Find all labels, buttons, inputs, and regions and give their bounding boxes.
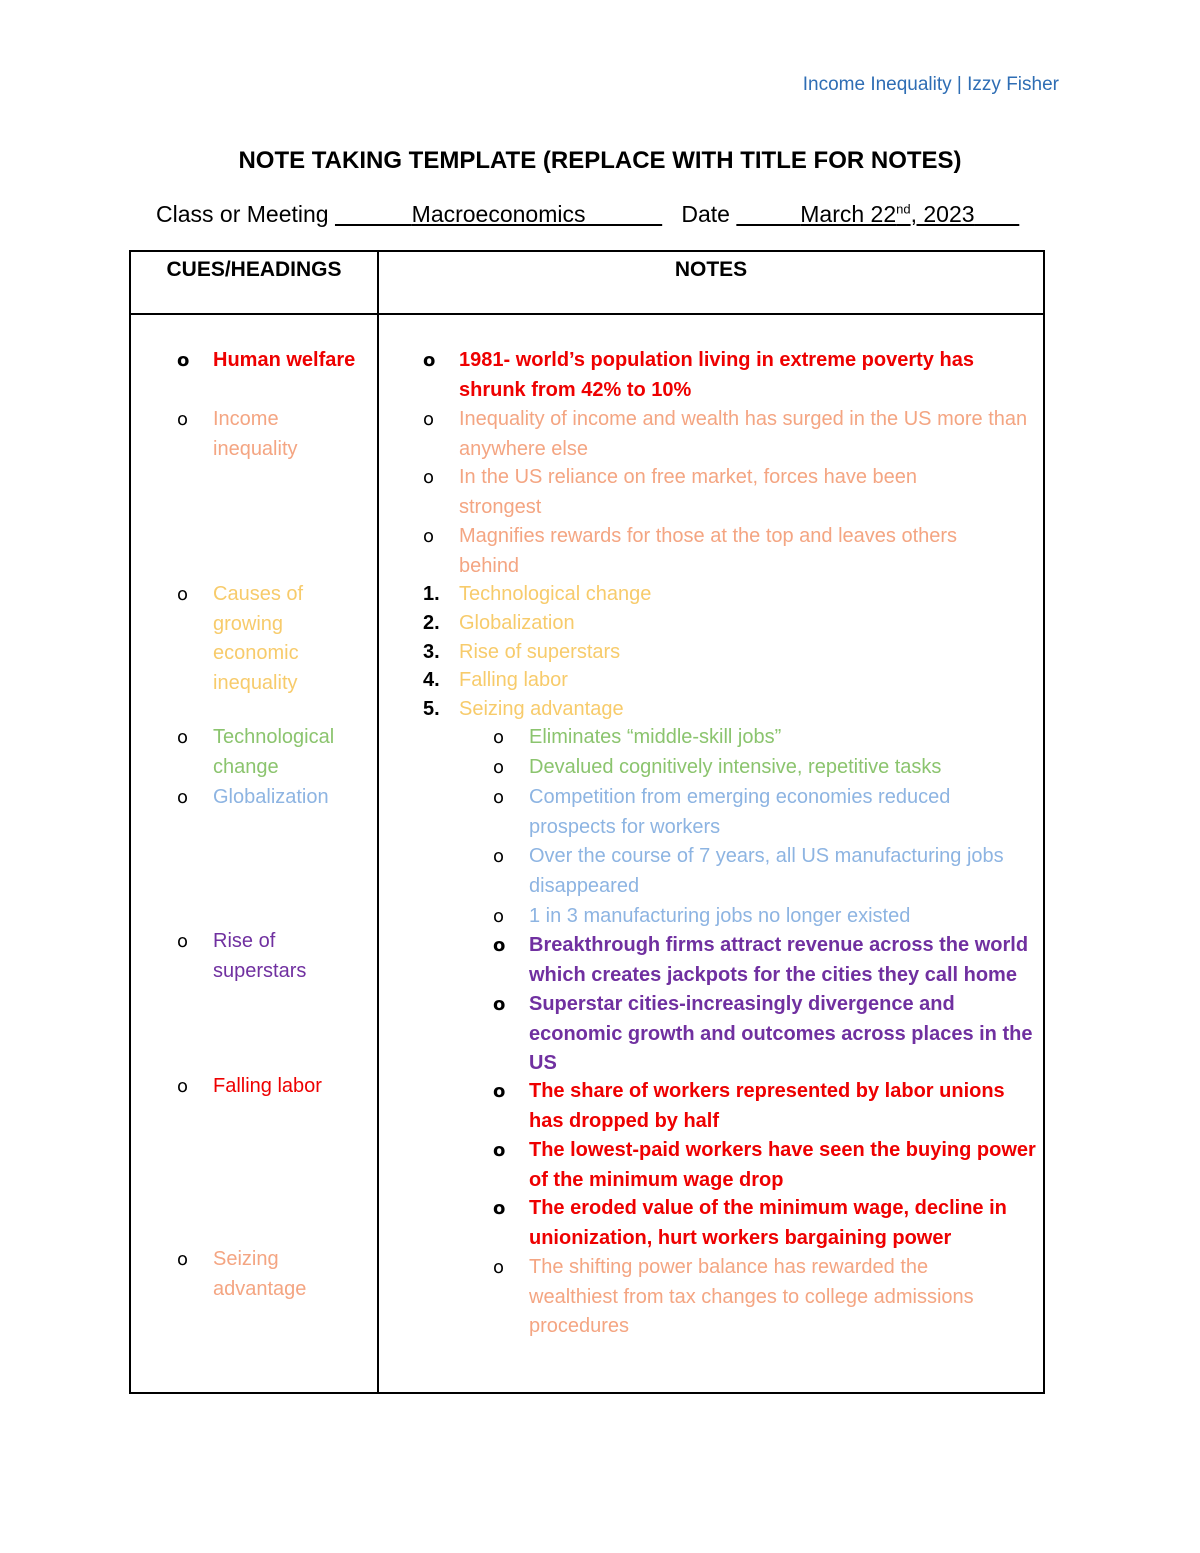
bullet-icon: o — [493, 846, 505, 867]
bullet-icon: o — [177, 350, 190, 371]
class-value: Macroeconomics — [411, 201, 586, 227]
bullet-icon: o — [493, 727, 505, 748]
bullet-icon: o — [177, 1249, 189, 1270]
bullet-icon: o — [493, 1198, 506, 1219]
cues-header: CUES/HEADINGS — [166, 258, 342, 281]
list-number: 3. — [423, 641, 440, 663]
notes-table: CUES/HEADINGS NOTES o Human welfare o Income inequality o Causes of growing economic inequality o Technological change o Globalization o Rise of superstars o Falling labor o Seizing advantage o 1981- world’s population living in extreme poverty has shrunk from 42% to 10% o Inequality of income and wealth has surged in the US more than anywhere else o In the US reliance on free market, forces have been strongest o Magnifies rewards for those at the top and leaves others behind 1. Technological change 2. Globalization 3. Rise of superstars 4. Falling labor 5. Seizing advantage o Eliminates “middle-skill jobs” o Devalued cognitively intensive, repetitive tasks o Competition from emerging economies reduced prospects for workers o Over the course of 7 years, all US manufacturing jobs disappeared o 1 in 3 manufacturing jobs no longer existed o Breakthrough firms attract revenue across the world which creates jackpots for the cities they call home o Superstar cities-increasingly divergence and economic growth and outcomes across places in the US o The share of workers represented by labor unions has dropped by half o The lowest-paid workers have seen the buying power of the minimum wage drop o The eroded value of the minimum wage, decline in unionization, hurt workers bargaining power o The shifting power balance has rewarded the wealthiest from tax changes to college admissions procedures — [129, 250, 1045, 1394]
column-divider — [377, 252, 379, 1392]
bullet-icon: o — [177, 931, 189, 952]
header-divider — [131, 313, 1043, 315]
meta-line — [156, 201, 1019, 228]
bullet-icon: o — [177, 1076, 189, 1097]
bullet-icon: o — [177, 727, 189, 748]
list-number: 5. — [423, 698, 440, 720]
bullet-icon: o — [493, 1081, 506, 1102]
bullet-icon: o — [493, 1257, 505, 1278]
bullet-icon: o — [423, 350, 436, 371]
bullet-icon: o — [493, 1140, 506, 1161]
bullet-icon: o — [423, 409, 435, 430]
notes-header: NOTES — [674, 258, 748, 281]
bullet-icon: o — [493, 787, 505, 808]
bullet-icon: o — [177, 584, 189, 605]
bullet-icon: o — [423, 467, 435, 488]
bullet-icon: o — [493, 994, 506, 1015]
date-label: Date — [681, 201, 730, 227]
bullet-icon: o — [493, 935, 506, 956]
page-title: NOTE TAKING TEMPLATE (REPLACE WITH TITLE FOR NOTES) — [238, 147, 962, 174]
class-label: Class or Meeting — [156, 201, 329, 227]
bullet-icon: o — [493, 906, 505, 927]
running-head: Income Inequality | Izzy Fisher — [802, 74, 1059, 95]
list-number: 4. — [423, 669, 440, 691]
bullet-icon: o — [423, 526, 435, 547]
bullet-icon: o — [493, 757, 505, 778]
list-number: 2. — [423, 612, 440, 634]
bullet-icon: o — [177, 409, 189, 430]
bullet-icon: o — [177, 787, 189, 808]
date-value: March 22nd, 2023 — [800, 201, 975, 227]
list-number: 1. — [423, 583, 440, 605]
